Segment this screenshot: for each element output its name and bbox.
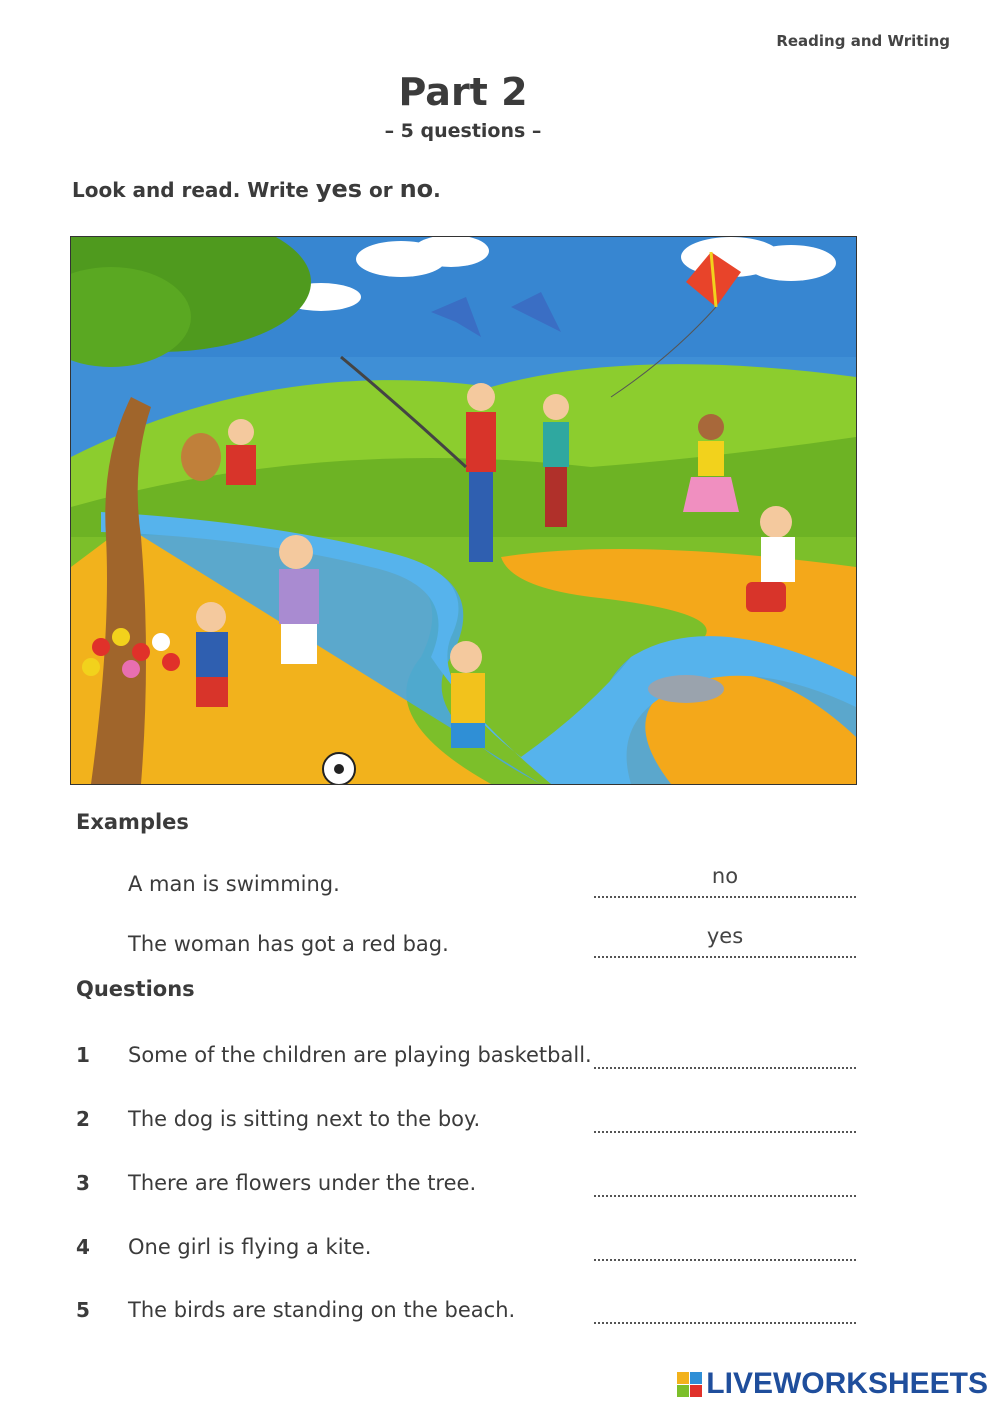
park-scene-illustration: [70, 236, 857, 785]
question-sentence: There are flowers under the tree.: [128, 1171, 477, 1195]
rock: [648, 675, 724, 703]
logo-icon: [677, 1372, 702, 1397]
answer-input[interactable]: [594, 1185, 856, 1197]
question-number: 3: [76, 1171, 90, 1195]
section-header: Reading and Writing: [776, 32, 950, 50]
example-sentence: The woman has got a red bag.: [128, 932, 449, 956]
question-row: [76, 1107, 856, 1141]
question-sentence: One girl is flying a kite.: [128, 1235, 372, 1259]
question-number: 2: [76, 1107, 90, 1131]
question-row: [76, 1298, 856, 1332]
part-title: Part 2: [398, 70, 528, 114]
instruction-no: no: [399, 175, 434, 203]
answer-input[interactable]: [594, 1312, 856, 1324]
instruction-period: .: [433, 178, 441, 202]
example-answer: yes: [706, 924, 744, 948]
question-number: 1: [76, 1043, 90, 1067]
answer-input[interactable]: [594, 1057, 856, 1069]
examples-heading: Examples: [76, 810, 189, 834]
instruction-text: Look and read. Write: [72, 178, 316, 202]
question-number: 4: [76, 1235, 90, 1259]
example-answer: no: [711, 864, 739, 888]
brand-text: LIVEWORKSHEETS: [706, 1367, 988, 1400]
example-sentence: A man is swimming.: [128, 872, 340, 896]
instruction-or: or: [362, 178, 400, 202]
answer-input[interactable]: [594, 1249, 856, 1261]
answer-input[interactable]: [594, 1121, 856, 1133]
question-sentence: The dog is sitting next to the boy.: [128, 1107, 481, 1131]
liveworksheets-logo[interactable]: [677, 1367, 988, 1401]
example-row: [76, 864, 856, 906]
question-number: 5: [76, 1298, 90, 1322]
instruction: [72, 175, 441, 203]
question-row: [76, 1235, 856, 1269]
question-sentence: Some of the children are playing basketball.: [128, 1043, 592, 1067]
questions-heading: Questions: [76, 977, 195, 1001]
question-sentence: The birds are standing on the beach.: [128, 1298, 516, 1322]
part-subtitle: – 5 questions –: [384, 120, 542, 142]
question-row: [76, 1043, 856, 1077]
example-row: [76, 924, 856, 966]
instruction-yes: yes: [315, 175, 363, 203]
question-row: [76, 1171, 856, 1205]
park-scene-svg: [71, 237, 856, 784]
